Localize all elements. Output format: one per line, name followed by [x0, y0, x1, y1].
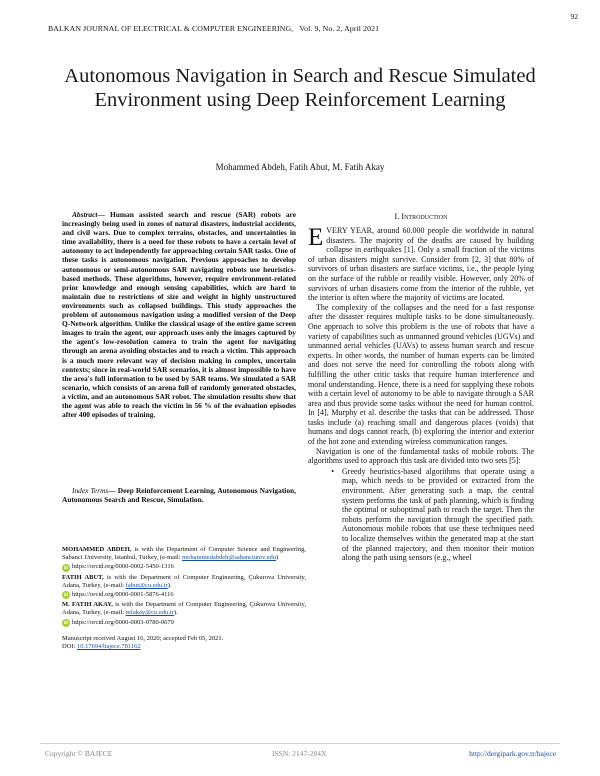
author-3-orcid[interactable] — [62, 619, 306, 627]
author-1-orcid[interactable] — [62, 563, 306, 571]
author-1-note — [62, 546, 306, 562]
author-3-email-link[interactable]: mfakay@cu.edu.tr — [125, 609, 174, 617]
bullet-icon: • — [331, 466, 334, 476]
index-terms — [62, 486, 296, 504]
author-1-affiliation: is with the Department of Computer Science and Engineering, Sabanci University, Istanbul, Turkey, (e-mail: — [62, 546, 306, 562]
footer-url-link[interactable]: http://dergipark.gov.tr/bajece — [469, 749, 556, 758]
footer-copyright: Copyright © BAJECE — [45, 749, 113, 758]
doi-line — [62, 643, 306, 651]
intro-paragraph-3: Navigation is one of the fundamental tasks of mobile robots. The algorithms used to approach this task are divided into two sets [5]: — [308, 446, 534, 466]
orcid-icon: iD — [63, 564, 69, 570]
author-1-name: MOHAMMED ABDEH, — [62, 546, 132, 553]
author-3-note — [62, 601, 306, 617]
section-number: I. — [394, 212, 400, 221]
intro-paragraph-2: The complexity of the collapses and the need for a fast response after the disaster requires multiple tasks to be done simultaneously. One approach to solve this problem is the use of robots that have a variety of capabilities such as unmanned ground vehicles (UGVs) and unmanned aerial vehicles (UAVs) to assess human search and rescue experts. In other words, the number of human experts can be limited and does not serve the need for controlling the robots along with fulfilling the other critic tasks that require human interference and moral understanding. Hence, there is a need for supplying these robots with a certain level of autonomy to be able to navigate through a SAR area and thus provide some tasks without the need for human control. In [4], Murphy et al. describe the tasks that can be addressed. Those tasks include (a) reaching small and dangerous places (voids) that humans and dogs cannot reach, (b) exploring the interior and exterior of the hot zone and extending wireless communication ranges. — [308, 302, 534, 447]
author-2-name: FATIH ABUT, — [62, 573, 104, 581]
page-number: 92 — [570, 12, 578, 21]
author-2-affiliation: is with the Department of Computer Engineering, Çukurova University, Adana, Turkey, (e-mail: — [62, 573, 306, 589]
author-1-email-link[interactable]: mohammedabdeh@sabanciuniv.edu — [182, 554, 276, 562]
journal-issue: Vol. 9, No. 2, April 2021 — [299, 24, 380, 33]
introduction-body — [308, 226, 534, 563]
journal-name: BALKAN JOURNAL OF ELECTRICAL & COMPUTER ENGINEERING, — [48, 24, 294, 33]
drop-cap: E — [308, 224, 324, 251]
section-title: Introduction — [401, 212, 448, 221]
author-1-close: ) — [275, 554, 279, 562]
index-terms-label: Index Terms — [72, 486, 109, 495]
abstract-text: — Human assisted search and rescue (SAR) robots are increasingly being used in zones of natural disasters, industrial accidents, and civil wars. Due to complex terrains, obstacles, and uncertainties in time availability, there is a need for these robots to have a certain level of autonomy to act independently for approaching certain SAR tasks. One of these tasks is autonomous navigation. Previous approaches to develop autonomous or semi-autonomous SAR navigating robots use heuristics-based methods. These algorithms, however, require environment-related prior knowledge and enough sensing capabilities, which are hard to maintain due to restrictions of size and weight in highly unstructured environments such as collapsed buildings. This study approaches the problem of autonomous navigation using a modified version of the Deep Q-Network algorithm. Unlike the classical usage of the entire game screen images to train the agent, our approach uses only the images captured by the agent's low-resolution camera to train the agent for navigating through an arena avoiding obstacles and to reach a victim. This approach is a much more relevant way of decision making in complex, uncertain contexts; since in real-world SAR scenarios, it is almost impossible to have the area's full information to be used by SAR teams. We simulated a SAR scenario, which consists of an arena full of randomly generated obstacles, a victim, and an autonomous SAR robot. The simulation results show that the agent was able to reach the victim in 56 % of the evaluation episodes after 400 episodes of training. — [62, 210, 296, 420]
author-1-orcid-link[interactable]: https://orcid.org/0000-0002-5450-1316 — [72, 563, 174, 571]
index-terms-text: — Deep Reinforcement Learning, Autonomous Navigation, Autonomous Search and Rescue, Simulation. — [62, 486, 296, 505]
intro-paragraph-1-text: VERY YEAR, around 60.000 people die worldwide in natural disasters. The majority of the deaths are caused by building collapse in earthquakes [1]. Only a small fraction of the victims of urban disasters might survive. Consider from [2, 3] that 80% of survivors of urban disasters are surface victims, i.e., the people lying on the surface of the rubble or readily visible. However, only 20% of survivors of urban disasters come from the interior of the rubble, yet the interior is often where the majority of victims are located. — [308, 226, 534, 303]
paper-title: Autonomous Navigation in Search and Rescue Simulated Environment using Deep Reinforcement Learning — [64, 65, 536, 111]
footer-issn: ISSN: 2147-284X — [272, 749, 327, 758]
bullet-text: Greedy heuristics-based algorithms that operate using a map, which needs to be provided or extracted from the environment. After generating such a map, the central system performs the task of path planning, which is finding the optimal or suboptimal path to reach the target. Then the robots perform the navigation through the specified path. Autonomous mobile robots that use these techniques need to localize themselves within the generated map at the start of the planned trajectory, and then monitor their motion along the path using sensors (e.g., wheel — [342, 466, 534, 563]
footer-divider — [40, 743, 560, 744]
author-2-orcid[interactable] — [62, 591, 306, 599]
author-list: Mohammed Abdeh, Fatih Abut, M. Fatih Akay — [215, 162, 385, 172]
running-header — [48, 24, 379, 33]
author-3-name: M. FATIH AKAY, — [62, 601, 113, 609]
author-3-close: ). — [173, 609, 178, 617]
intro-paragraph-1 — [308, 226, 534, 303]
author-footnotes — [62, 546, 306, 651]
abstract-label: Abstract — [72, 210, 98, 219]
orcid-icon: iD — [63, 619, 69, 625]
list-item — [308, 467, 534, 563]
author-3-affiliation: is with the Department of Computer Engineering, Çukurova University, Adana, Turkey, (e-mail: — [62, 601, 306, 617]
author-2-email-link[interactable]: fabut@cu.edu.tr — [125, 581, 168, 589]
author-2-note — [62, 574, 306, 590]
abstract — [62, 210, 296, 419]
orcid-icon: iD — [63, 592, 69, 598]
manuscript-dates: Manuscript received August 16, 2020; accepted Feb 05, 2021. — [62, 634, 224, 642]
author-3-orcid-link[interactable]: https://orcid.org/0000-0003-0780-0679 — [72, 618, 174, 626]
doi-label: DOI: — [62, 643, 77, 651]
doi-link[interactable]: 10.17694/bajece.781162 — [76, 643, 141, 651]
author-2-close: ). — [167, 581, 172, 589]
section-heading — [308, 212, 534, 221]
author-2-orcid-link[interactable]: https://orcid.org/0000-0001-5876-4116 — [72, 591, 174, 599]
